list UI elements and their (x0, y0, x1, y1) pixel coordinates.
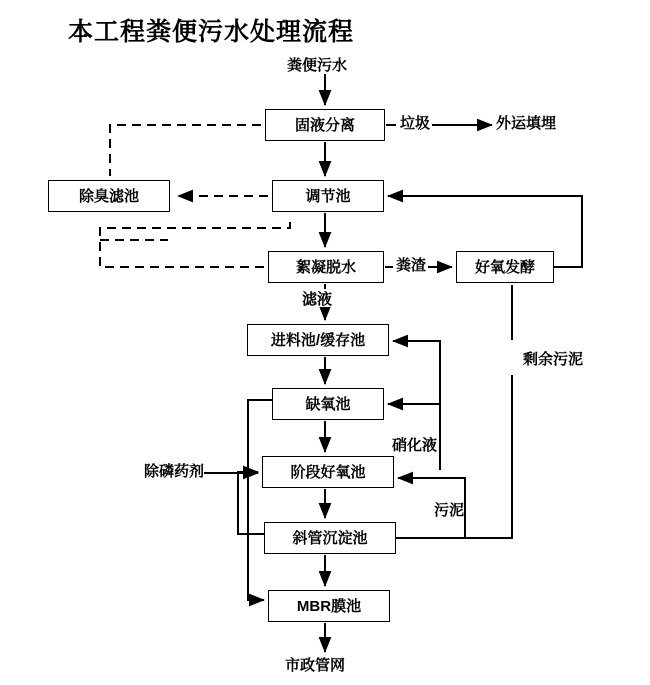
label-influent: 粪便污水 (287, 57, 348, 74)
node-mbr-membrane-tank[interactable]: MBR膜池 (268, 590, 390, 622)
label-garbage: 垃圾 (400, 115, 431, 132)
node-inclined-tube-sedimentation[interactable]: 斜管沉淀池 (264, 522, 396, 554)
node-regulation-tank[interactable]: 调节池 (272, 180, 384, 212)
node-flocculation-dewatering[interactable]: 絮凝脱水 (268, 251, 384, 283)
label-feces-residue: 粪渣 (396, 257, 427, 274)
label-offsite-landfill: 外运填埋 (496, 115, 557, 132)
node-anoxic-tank[interactable]: 缺氧池 (272, 388, 384, 420)
node-feed-buffer-tank[interactable]: 进料池/缓存池 (247, 324, 389, 356)
node-odor-filter[interactable]: 除臭滤池 (48, 180, 170, 212)
label-sludge: 污泥 (434, 502, 465, 519)
label-excess-sludge: 剩余污泥 (523, 351, 584, 368)
page-title: 本工程粪便污水处理流程 (68, 18, 355, 46)
node-staged-aerobic-tank[interactable]: 阶段好氧池 (262, 456, 394, 488)
label-filtrate: 滤液 (302, 291, 333, 308)
node-solid-liquid-separation[interactable]: 固液分离 (265, 109, 385, 141)
label-nitrification-liquid: 硝化液 (392, 437, 438, 454)
label-dephosphorization-agent: 除磷药剂 (144, 463, 205, 480)
node-aerobic-fermentation[interactable]: 好氧发酵 (456, 251, 554, 283)
label-municipal-pipe-network: 市政管网 (285, 657, 346, 674)
